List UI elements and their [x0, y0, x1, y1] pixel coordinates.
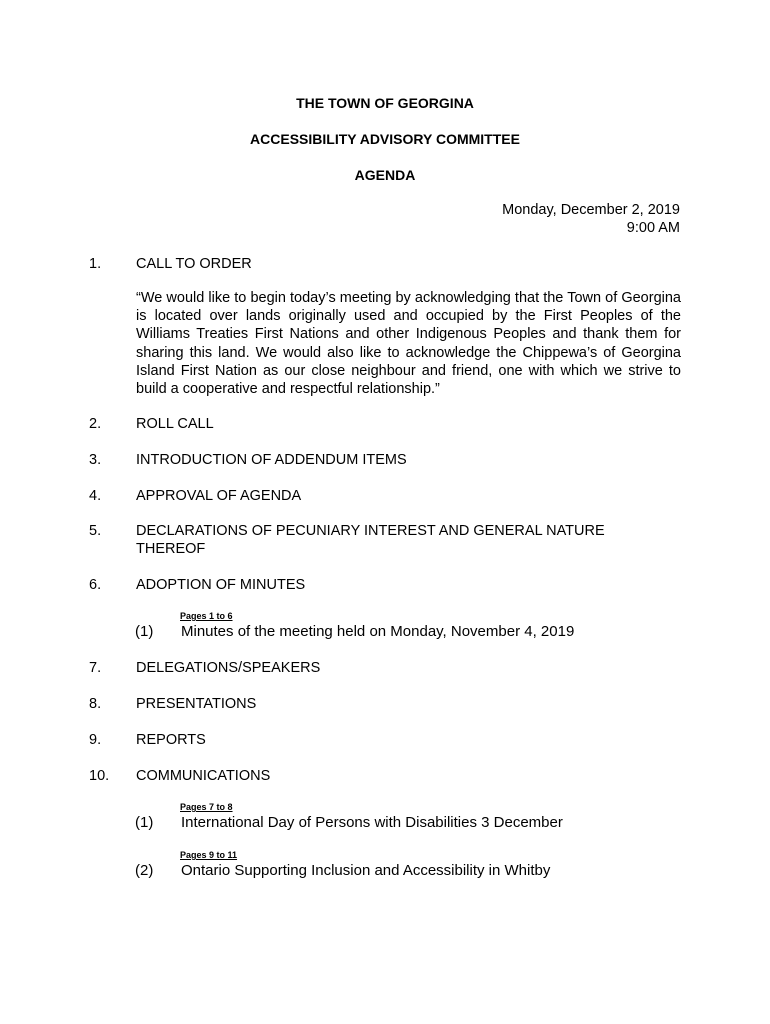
item-number: 7.	[89, 660, 102, 676]
item-title-call-to-order: CALL TO ORDER	[136, 256, 252, 272]
item-number: 5.	[89, 523, 102, 539]
land-acknowledgement: “We would like to begin today’s meeting by acknowledging that the Town of Georgina is located over lands originally used and occupied by the First Peoples of the Williams Treaties First Nations and other Indigenous Peoples and thank them for sharing this land. We would also like to acknowledge the Chippewa’s of Georgina Island First Nation as our close neighbour and friend, one with which we strive to build a cooperative and respectful relationship.”	[136, 290, 681, 398]
item-title-addendum: INTRODUCTION OF ADDENDUM ITEMS	[136, 452, 407, 468]
page-reference-link[interactable]: Pages 1 to 6	[180, 611, 233, 621]
meeting-date: Monday, December 2, 2019	[502, 202, 680, 218]
item-title-declarations: DECLARATIONS OF PECUNIARY INTEREST AND GENERAL NATURE	[136, 523, 605, 539]
item-number: 1.	[89, 256, 102, 272]
sub-item-minutes: Minutes of the meeting held on Monday, November 4, 2019	[181, 623, 575, 640]
meeting-time: 9:00 AM	[626, 220, 680, 236]
sub-item-number: (1)	[135, 814, 154, 831]
page-reference-link[interactable]: Pages 9 to 11	[180, 850, 238, 860]
sub-item-number: (1)	[135, 623, 154, 640]
item-title-reports: REPORTS	[136, 732, 206, 748]
sub-item-communication-2: Ontario Supporting Inclusion and Accessibility in Whitby	[181, 862, 551, 879]
item-number: 4.	[89, 488, 102, 504]
item-number: 9.	[89, 732, 102, 748]
item-title-presentations: PRESENTATIONS	[136, 696, 257, 712]
item-number: 10.	[89, 768, 110, 784]
sub-item-number: (2)	[135, 862, 154, 879]
page-reference-link[interactable]: Pages 7 to 8	[180, 802, 233, 812]
item-number: 2.	[89, 416, 102, 432]
item-title-delegations: DELEGATIONS/SPEAKERS	[136, 660, 321, 676]
item-title-communications: COMMUNICATIONS	[136, 768, 271, 784]
item-title-declarations-line2: THEREOF	[136, 541, 206, 557]
committee-title: ACCESSIBILITY ADVISORY COMMITTEE	[250, 131, 520, 147]
item-title-minutes: ADOPTION OF MINUTES	[136, 577, 306, 593]
agenda-title: AGENDA	[354, 167, 416, 183]
item-title-approval: APPROVAL OF AGENDA	[136, 488, 302, 504]
sub-item-communication-1: International Day of Persons with Disabilities 3 December	[181, 814, 563, 831]
item-title-roll-call: ROLL CALL	[136, 416, 214, 432]
item-number: 6.	[89, 577, 102, 593]
town-title: THE TOWN OF GEORGINA	[296, 95, 474, 111]
item-number: 3.	[89, 452, 102, 468]
item-number: 8.	[89, 696, 102, 712]
